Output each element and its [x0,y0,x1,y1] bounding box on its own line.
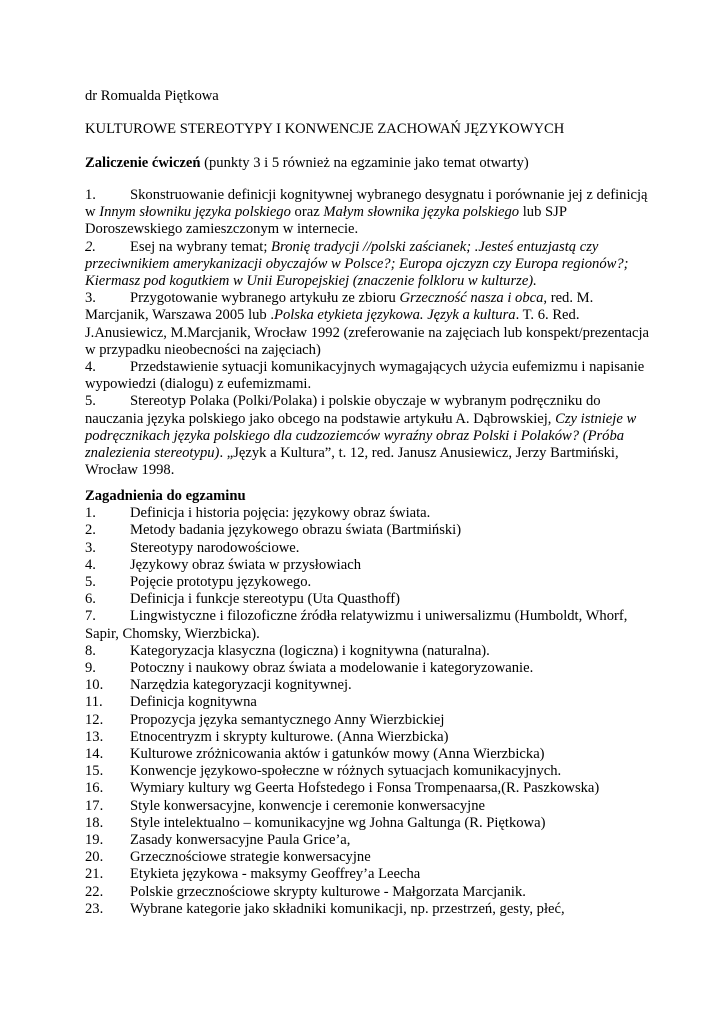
topic-number: 9. [85,660,96,677]
topic-text: Potoczny i naukowy obraz świata a modelowanie i kategoryzowanie. [130,660,534,677]
topic-item [85,677,655,694]
topic-text: Definicja i historia pojęcia: językowy obraz świata. [130,505,431,522]
task-number: 3. [85,290,96,307]
task-text: Esej na wybrany temat; [130,238,272,255]
task-text: Małym słownika języka polskiego [323,204,520,221]
topic-number: 17. [85,797,104,814]
topic-item [85,643,655,660]
topic-number: 22. [85,883,104,900]
task-number: 5. [85,393,96,410]
credit-note: (punkty 3 i 5 również na egzaminie jako temat otwarty) [200,155,529,171]
topic-item [85,763,655,780]
topic-text: Style intelektualno – komunikacyjne wg Johna Galtunga (R. Piętkowa) [130,814,546,831]
topic-item [85,505,655,522]
author-line: dr Romualda Piętkowa [85,88,219,104]
topic-text: Lingwistyczne i filozoficzne źródła relatywizmu i uniwersalizmu (Humboldt, Whorf, Sapir, Chomsky, Wierzbicka). [85,608,628,642]
topic-number: 6. [85,591,96,608]
topic-text: Językowy obraz świata w przysłowiach [130,556,361,573]
exam-topics [85,488,655,918]
topic-item [85,574,655,591]
document-title: KULTUROWE STEREOTYPY I KONWENCJE ZACHOWAŃ JĘZYKOWYCH [85,121,565,137]
task-item [85,239,655,291]
topic-number: 18. [85,814,104,831]
credit-label: Zaliczenie ćwiczeń [85,155,201,171]
topic-item [85,832,655,849]
credit-requirements [85,155,655,172]
topic-text: Kulturowe zróżnicowania aktów i gatunków mowy (Anna Wierzbicka) [130,746,545,763]
task-text: Przedstawienie sytuacji komunikacyjnych wymagających użycia eufemizmu i napisanie wypowiedzi (dialogu) z eufemizmami. [85,359,645,393]
topic-item [85,746,655,763]
topic-text: Konwencje językowo-społeczne w różnych sytuacjach komunikacyjnych. [130,763,562,780]
topic-item [85,866,655,883]
task-text: Polska etykieta językowa. Język a kultura [274,307,516,324]
topic-item [85,557,655,574]
topic-text: Wybrane kategorie jako składniki komunikacji, np. przestrzeń, gesty, płeć, [130,900,565,917]
topic-text: Grzecznościowe strategie konwersacyjne [130,849,371,866]
topic-text: Style konwersacyjne, konwencje i ceremonie konwersacyjne [130,797,485,814]
task-text: Przygotowanie wybranego artykułu ze zbioru [130,290,400,307]
topic-number: 4. [85,556,96,573]
topic-number: 13. [85,728,104,745]
topic-item [85,540,655,557]
topic-number: 16. [85,780,104,797]
task-text: oraz [290,204,324,221]
task-list [85,187,655,479]
topic-number: 23. [85,900,104,917]
topic-item [85,660,655,677]
topic-text: Kategoryzacja klasyczna (logiczna) i kognitywna (naturalna). [130,642,490,659]
task-item [85,393,655,479]
task-text: Skonstruowanie definicji kognitywnej wybranego desygnatu i porównanie jej z definicją w [85,187,648,221]
task-text: Grzeczność nasza i obca [399,290,544,307]
task-number: 1. [85,187,96,203]
topic-text: Stereotypy narodowościowe. [130,539,300,556]
topic-text: Pojęcie prototypu językowego. [130,574,312,591]
topic-item [85,522,655,539]
topic-item [85,884,655,901]
topic-text: Definicja kognitywna [130,694,257,711]
task-text: Bronię tradycji //polski zaścianek; .Jesteś entuzjastą czy przeciwnikiem amerykanizacji obyczajów w Polsce?; Europa ojczyzn czy Europa regionów?; Kiermasz pod kogutkiem w Unii Europejskiej (znaczenie folkloru w kulturze). [85,238,629,290]
topic-number: 14. [85,746,104,763]
topic-text: Polskie grzecznościowe skrypty kulturowe - Małgorzata Marcjanik. [130,883,526,900]
task-item [85,290,655,359]
task-text: , red. M. Marcjanik, Warszawa 2005 lub . [85,290,594,324]
topic-number: 2. [85,522,96,539]
topic-item [85,798,655,815]
task-text: lub SJP Doroszewskiego zamieszczonym w internecie. [85,204,567,238]
topic-number: 12. [85,711,104,728]
task-text: . T. 6. Red. J.Anusiewicz, M.Marcjanik, Wrocław 1992 (zreferowanie na zajęciach lub konspekt/prezentacja w przypadku nieobecności na zajęciach) [85,307,650,358]
topic-number: 19. [85,832,104,849]
topic-item [85,694,655,711]
topic-number: 11. [85,694,103,711]
topic-number: 20. [85,849,104,866]
topic-item [85,608,655,642]
task-text: . „Język a Kultura”, t. 12, red. Janusz Anusiewicz, Jerzy Bartmiński, Wrocław 1998. [85,445,619,479]
task-text: Stereotyp Polaka (Polki/Polaka) i polskie obyczaje w wybranym podręczniku do nauczania języka polskiego jako obcego na podstawie artykułu A. Dąbrowskiej, [85,393,601,427]
topic-text: Definicja i funkcje stereotypu (Uta Quasthoff) [130,591,401,608]
topic-number: 3. [85,539,96,556]
task-number: 2. [85,238,96,255]
topic-text: Etnocentryzm i skrypty kulturowe. (Anna Wierzbicka) [130,728,449,745]
topics-heading: Zagadnienia do egzaminu [85,488,246,504]
topic-number: 10. [85,677,104,694]
task-text: Czy istnieje w podręcznikach języka polskiego dla cudzoziemców wyraźny obraz Polski i Polaków? (Próba znalezienia stereotypu) [85,410,637,462]
topic-item [85,849,655,866]
topic-number: 21. [85,866,104,883]
topic-number: 5. [85,574,96,591]
topic-number: 8. [85,642,96,659]
task-item [85,359,655,393]
topic-item [85,729,655,746]
topic-item [85,901,655,918]
topic-item [85,591,655,608]
topic-number: 15. [85,763,104,780]
topic-text: Narzędzia kategoryzacji kognitywnej. [130,677,352,694]
topic-list [85,505,655,918]
topic-item [85,712,655,729]
task-number: 4. [85,359,96,376]
topic-text: Etykieta językowa - maksymy Geoffrey’a Leecha [130,866,421,883]
task-item [85,187,655,239]
topic-item [85,815,655,832]
topic-text: Wymiary kultury wg Geerta Hofstedego i Fonsa Trompenaarsa,(R. Paszkowska) [130,780,600,797]
topic-item [85,780,655,797]
topic-number: 7. [85,608,96,625]
topic-text: Propozycja języka semantycznego Anny Wierzbickiej [130,711,445,728]
topic-text: Zasady konwersacyjne Paula Grice’a, [130,832,351,849]
task-text: Innym słowniku języka polskiego [99,204,291,221]
topic-text: Metody badania językowego obrazu świata (Bartmiński) [130,522,462,539]
topic-number: 1. [85,505,96,522]
